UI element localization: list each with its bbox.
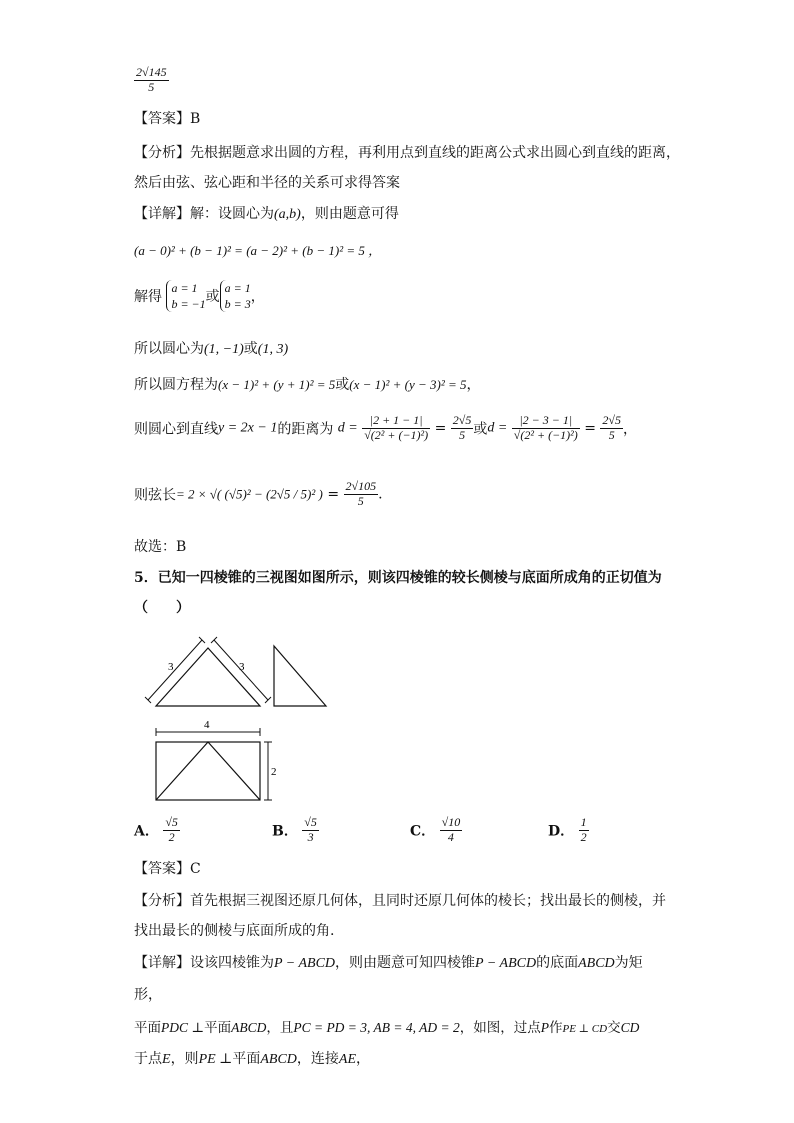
pyramid-name: P − ABCD xyxy=(274,956,336,971)
analysis-1-line1 xyxy=(134,142,680,162)
detail-1-intro xyxy=(134,203,399,223)
detail-text: 形， xyxy=(134,987,162,1003)
plane-pdc: PDC ⊥ xyxy=(161,1020,205,1035)
system-2-eq1: a = 1 xyxy=(224,281,251,295)
option-den: 3 xyxy=(307,829,314,844)
d1-num: |2 + 1 − 1| xyxy=(362,414,430,429)
analysis-label: 【分析】 xyxy=(134,893,190,909)
detail-text: ， xyxy=(356,1051,371,1067)
base-name: ABCD xyxy=(231,1020,267,1035)
chord-line: 则弦长= 2 × √( (√5)² − (2√5 / 5)² ) = $\frac{2√105}{5}$ . xyxy=(134,479,383,508)
center-var: (a,b) xyxy=(274,207,301,222)
option-num: √5 xyxy=(165,815,178,829)
analysis-text: 首先根据三视图还原几何体，且同时还原几何体的棱长；找出最长的侧棱，并 xyxy=(190,893,666,909)
analysis-label: 【分析】 xyxy=(134,145,190,161)
dval-num: 2√5 xyxy=(602,413,621,427)
answer-value: B xyxy=(190,111,201,127)
answer-label: 【答案】 xyxy=(134,861,190,877)
perp-pe: PE ⊥ xyxy=(198,1052,233,1067)
chord-prefix: 则弦长 xyxy=(134,487,176,504)
point-e: E xyxy=(162,1052,171,1067)
option-a[interactable] xyxy=(134,816,180,845)
dist-prefix: 则圆心到直线 xyxy=(134,421,218,438)
option-num: √10 xyxy=(441,815,461,829)
detail-text: 交 xyxy=(607,1020,621,1036)
chord-expr: = 2 × √( (√5)² − (2√5 / 5)² ) xyxy=(176,486,323,502)
detail-2-line1 xyxy=(134,952,643,972)
right-edge-label: 3 xyxy=(239,661,245,673)
option-den: 4 xyxy=(447,829,454,844)
d2-den: √(2² + (−1)²) xyxy=(513,427,578,442)
answer-1 xyxy=(134,108,200,128)
system-1-eq1: a = 1 xyxy=(171,281,198,295)
analysis-text: 找出最长的侧棱与底面所成的角. xyxy=(134,923,335,939)
chord-den: 5 xyxy=(357,493,364,508)
line-equation: y = 2x − 1 xyxy=(218,420,278,436)
chord-num: 2√105 xyxy=(345,479,377,493)
detail-text: 的底面 xyxy=(536,955,579,971)
width-label: 4 xyxy=(204,719,210,731)
dval-num: 2√5 xyxy=(452,413,472,427)
option-fraction xyxy=(302,816,319,845)
option-num: √5 xyxy=(304,815,317,829)
analysis-2-line1 xyxy=(134,890,666,910)
circle-eq-1: (x − 1)² + (y + 1)² = 5 xyxy=(218,377,336,392)
distance-line: 则圆心到直线y = 2x − 1的距离为 d = $\frac{|2 + 1 - 1|}{\text{√(2² + (−1)²)}}$ = $\frac{2√5}{5}$ 或d = $\frac{|2 - 3 - 1|}{\text{√(2² + (−1)²)}}$ = $\frac{2√5}{5}$ ， xyxy=(134,413,637,442)
conclusion-1 xyxy=(134,536,186,556)
segment-cd: CD xyxy=(620,1020,640,1035)
top-fraction xyxy=(134,66,169,95)
side-view-figure xyxy=(270,644,330,710)
base-name: ABCD xyxy=(578,956,615,971)
circle-prefix: 所以圆方程为 xyxy=(134,377,218,393)
question-5-stem xyxy=(134,567,662,587)
detail-text: 作 xyxy=(549,1020,563,1036)
option-fraction xyxy=(579,816,589,845)
or-text: 或 xyxy=(335,377,350,393)
analysis-text: 然后由弦、弦心距和半径的关系可求得答案 xyxy=(134,175,400,191)
stem-line-1: 5．已知一四棱锥的三视图如图所示，则该四棱锥的较长侧棱与底面所成角的正切值为 xyxy=(134,570,662,586)
system-2 xyxy=(220,280,251,312)
d2-num: |2 − 3 − 1| xyxy=(512,414,580,429)
option-fraction xyxy=(440,816,463,845)
answer-2 xyxy=(134,858,201,878)
left-dim-line xyxy=(148,640,202,700)
detail-text: ，则由题意可知四棱锥 xyxy=(335,955,476,971)
center-line xyxy=(134,338,288,358)
detail-text: ，则 xyxy=(170,1051,199,1067)
detail-label: 【详解】 xyxy=(134,206,190,222)
option-letter: D． xyxy=(548,823,575,840)
option-letter: A． xyxy=(134,823,159,840)
center-1: (1, −1) xyxy=(204,342,244,357)
answer-label: 【答案】 xyxy=(134,111,190,127)
circle-end: ， xyxy=(466,377,481,393)
option-d[interactable] xyxy=(548,816,589,845)
option-num: 1 xyxy=(580,815,587,829)
circle-eq-2: (x − 1)² + (y − 3)² = 5 xyxy=(349,377,467,392)
equation-text: (a − 0)² + (b − 1)² = (a − 2)² + (b − 1)² = 5 ， xyxy=(134,243,382,258)
detail-text: 平面 xyxy=(232,1051,261,1067)
circle-line xyxy=(134,374,481,394)
lengths: PC = PD = 3, AB = 4, AD = 2 xyxy=(293,1020,460,1035)
dval-fraction-2 xyxy=(600,414,623,443)
base-name: ABCD xyxy=(260,1052,297,1067)
detail-text: 于点 xyxy=(134,1051,162,1067)
detail-2-line2 xyxy=(134,984,162,1004)
height-label: 2 xyxy=(271,766,277,778)
option-den: 2 xyxy=(168,829,175,844)
pyramid-name: P − ABCD xyxy=(475,956,537,971)
d2-fraction xyxy=(512,414,580,443)
conclusion-text: 故选：B xyxy=(134,539,187,555)
option-c[interactable] xyxy=(410,816,462,845)
point-p: P xyxy=(540,1020,550,1035)
or-text: 或 xyxy=(243,341,258,357)
system-1 xyxy=(166,280,205,312)
question-5-stem-2 xyxy=(134,597,190,617)
detail-text: 设该四棱锥为 xyxy=(190,955,274,971)
detail-text: 解：设圆心为 xyxy=(190,206,274,222)
detail-text: 平面 xyxy=(134,1020,161,1036)
or-text: 或 xyxy=(205,289,220,306)
dval-den: 5 xyxy=(608,427,615,442)
analysis-2-line2 xyxy=(134,920,334,940)
dval-den: 5 xyxy=(459,427,466,442)
analysis-1-line2 xyxy=(134,172,400,192)
solve-prefix: 解得 xyxy=(134,289,162,306)
system-2-eq2: b = 3 xyxy=(224,297,251,312)
option-letter: B． xyxy=(272,823,298,840)
detail-text: ，且 xyxy=(266,1020,294,1036)
analysis-text: 先根据题意求出圆的方程，再利用点到直线的距离公式求出圆心到直线的距离， xyxy=(190,145,680,161)
side-view-triangle xyxy=(274,646,326,706)
segment-ae: AE xyxy=(338,1052,357,1067)
dval-fraction-1 xyxy=(451,414,474,443)
option-letter: C． xyxy=(410,823,436,840)
detail-text: 平面 xyxy=(204,1020,232,1036)
detail-2-line3 xyxy=(134,1016,639,1036)
option-fraction xyxy=(163,816,180,845)
top-view-rect xyxy=(156,742,260,800)
answer-value: C xyxy=(190,861,201,877)
detail-text: 为矩 xyxy=(614,955,643,971)
perp-pe-cd: PE ⊥ CD xyxy=(562,1023,608,1035)
chord-result xyxy=(344,480,379,509)
top-view-diagonals xyxy=(156,742,260,800)
option-den: 2 xyxy=(580,829,587,844)
detail-label: 【详解】 xyxy=(134,955,190,971)
d-symbol-2: d = xyxy=(487,420,508,436)
d1-den: √(2² + (−1)²) xyxy=(364,427,429,442)
stem-line-2: （ ） xyxy=(134,600,190,616)
detail-text: ，连接 xyxy=(296,1051,339,1067)
d-symbol: d = xyxy=(337,420,358,436)
system-1-eq2: b = −1 xyxy=(171,297,206,312)
solve-line xyxy=(134,280,265,312)
detail-text: ，如图，过点 xyxy=(459,1020,541,1036)
d1-fraction xyxy=(362,414,430,443)
center-2: (1, 3) xyxy=(257,342,289,357)
solve-end: ， xyxy=(250,289,265,306)
equation-1 xyxy=(134,240,381,259)
left-edge-label: 3 xyxy=(168,661,174,673)
option-b[interactable] xyxy=(272,816,319,845)
dist-mid: 的距离为 xyxy=(277,421,334,438)
detail-2-line4 xyxy=(134,1048,370,1068)
top-fraction-num: 2√145 xyxy=(136,65,167,79)
three-view-figure xyxy=(140,636,290,804)
detail-text: ，则由题意可得 xyxy=(300,206,399,222)
top-fraction-den: 5 xyxy=(148,79,155,94)
front-view-triangle xyxy=(156,648,260,706)
center-prefix: 所以圆心为 xyxy=(134,341,204,357)
or-text: 或 xyxy=(473,421,488,438)
